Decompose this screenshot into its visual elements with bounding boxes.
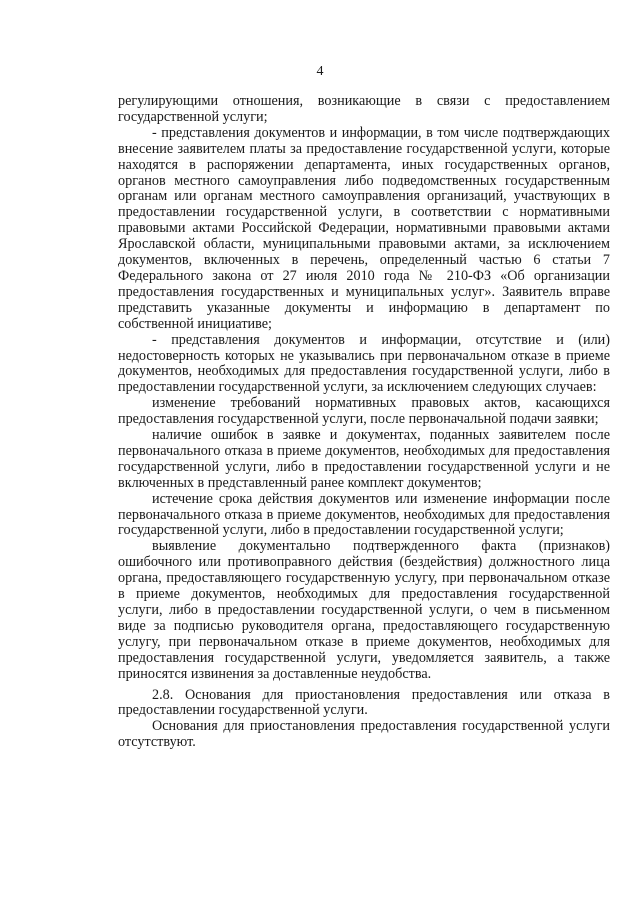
paragraph-7: выявление документально подтвержденного факта (признаков) ошибочного или противоправного действия (бездействия) должностного лица органа, предоставляющего государственную услугу, при первоначальном отказе в приеме документов, необходимых для предоставления государственной услуги, либо в предоставлении государственной услуги, о чем в письменном виде за подписью руководителя органа, предоставляющего государственную услугу, при первоначальном отказе в приеме документов, необходимых для предоставления государственной услуги, уведомляется заявитель, а также приносятся извинения за доставленные неудобства. (118, 538, 610, 682)
section-heading-2-8: 2.8. Основания для приостановления предоставления или отказа в предоставлении государственной услуги. (118, 686, 610, 719)
paragraph-2: - представления документов и информации, в том числе подтверждающих внесение заявителем платы за предоставление государственной услуги, которые находятся в распоряжении департамента, иных государственных органов, органов местного самоуправления либо подведомственных государственным органам или органам местного самоуправления организаций, участвующих в предоставлении государственной услуги, в соответствии с нормативными правовыми актами Российской Федерации, нормативными правовыми актами Ярославской области, муниципальными правовыми актами, за исключением документов, включенных в перечень, определенный частью 6 статьи 7 Федерального закона от 27 июля 2010 года № 210-ФЗ «Об организации предоставления государственных и муниципальных услуг». Заявитель вправе представить указанные документы и информацию в департамент по собственной инициативе; (118, 124, 610, 332)
page-number: 4 (316, 64, 324, 79)
paragraph-4: изменение требований нормативных правовых актов, касающихся предоставления государственной услуги, после первоначальной подачи заявки; (118, 395, 610, 428)
paragraph-1: регулирующими отношения, возникающие в связи с предоставлением государственной услуги; (118, 93, 610, 125)
paragraph-3: - представления документов и информации, отсутствие и (или) недостоверность которых не указывались при первоначальном отказе в приеме документов, необходимых для предоставления государственной услуги, либо в предоставлении государственной услуги, за исключением следующих случаев: (118, 331, 610, 396)
paragraph-6: истечение срока действия документов или изменение информации после первоначального отказа в приеме документов, необходимых для предоставления государственной услуги, либо в предоставлении государственной услуги; (118, 490, 610, 539)
document-body (118, 94, 610, 751)
paragraph-5: наличие ошибок в заявке и документах, поданных заявителем после первоначального отказа в приеме документов, необходимых для предоставления государственной услуги, либо в предоставлении государственной услуги и не включенных в представленный ранее комплект документов; (118, 427, 610, 491)
paragraph-9: Основания для приостановления предоставления государственной услуги отсутствуют. (118, 718, 610, 751)
